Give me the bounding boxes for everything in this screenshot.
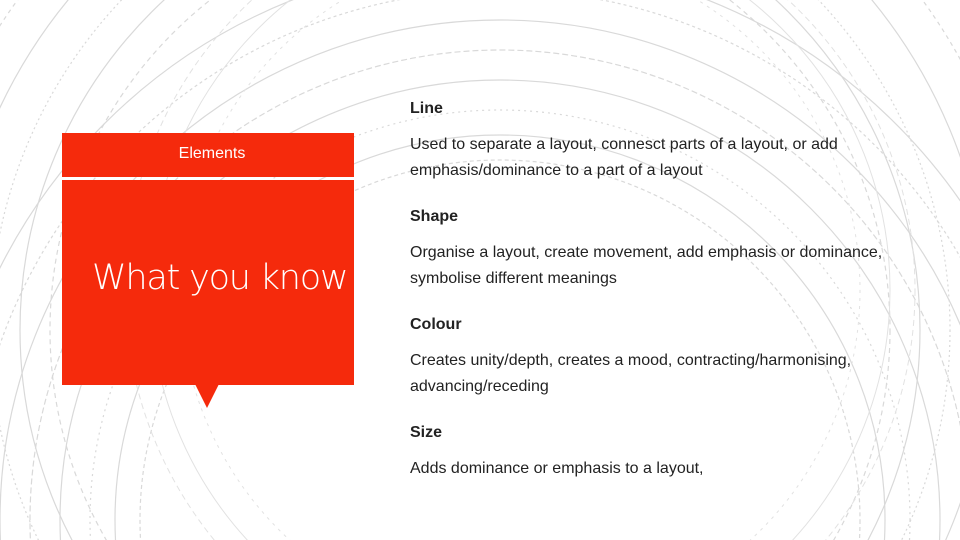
- element-heading: Shape: [410, 208, 459, 225]
- element-item-colour: [410, 312, 930, 400]
- panel-title: What you know: [92, 258, 348, 298]
- element-heading: Line: [410, 100, 443, 117]
- elements-list: [410, 96, 930, 482]
- element-heading: Colour: [410, 316, 462, 333]
- element-description: Used to separate a layout, connesct parts of a layout, or add emphasis/dominance to a part of a layout: [410, 136, 838, 179]
- panel-pointer: [195, 384, 219, 408]
- element-item-shape: [410, 204, 930, 292]
- element-item-size: [410, 420, 930, 482]
- element-heading: Size: [410, 424, 443, 441]
- element-description: Adds dominance or emphasis to a layout,: [410, 460, 704, 477]
- element-description: Organise a layout, create movement, add emphasis or dominance, symbolise different meanings: [410, 244, 883, 287]
- elements-tab-label: Elements: [178, 145, 246, 162]
- element-item-line: [410, 96, 930, 184]
- element-description: Creates unity/depth, creates a mood, contracting/harmonising, advancing/receding: [410, 352, 852, 395]
